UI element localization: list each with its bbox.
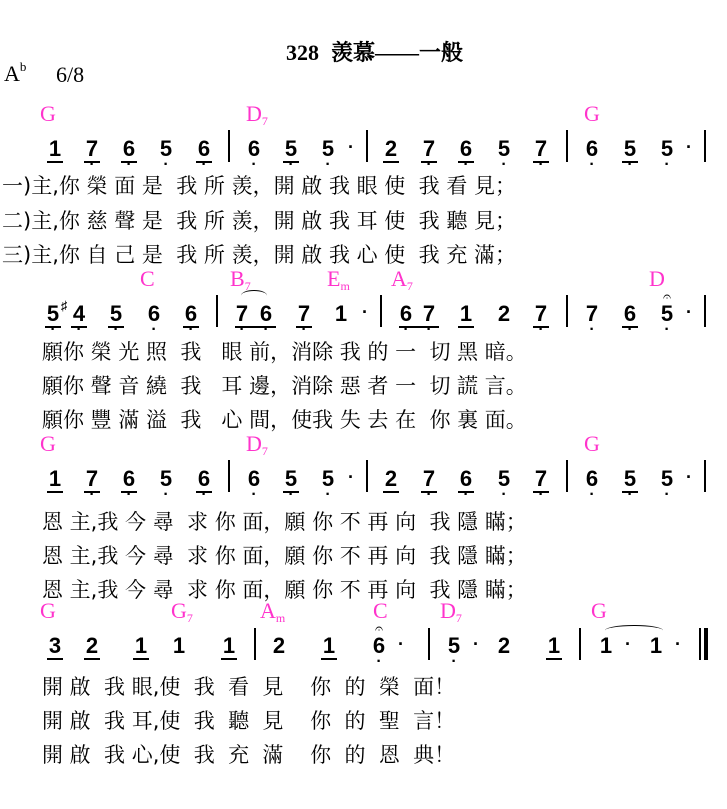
note: 2 (381, 467, 401, 491)
barline (228, 130, 230, 162)
barline (579, 628, 581, 660)
note: · 5 (620, 467, 640, 491)
note: 1 (45, 467, 65, 491)
note: 1 (319, 634, 339, 658)
note: · 𝄐 5 (657, 302, 677, 326)
augmentation-dot: · (625, 634, 631, 654)
note: · 6 (194, 467, 214, 491)
hymn-name: 羡慕——一般 (331, 40, 464, 65)
lyric-verse-1: 願你 榮 光 照 我 眼 前，消除 我 的 一 切 黑 暗。 (42, 340, 527, 364)
chord: G (584, 431, 600, 456)
note: · 6 (582, 137, 602, 161)
barline (428, 628, 430, 660)
chord: $B_7$ (230, 266, 251, 293)
note: 1 (599, 633, 613, 658)
lyric-verse-2: 恩 主,我 今 尋 求 你 面，願 你 不 再 向 我 隱 瞞； (42, 544, 527, 568)
note: · 5 (657, 137, 677, 161)
note: 1 (544, 634, 564, 658)
note: · 7 (232, 302, 252, 326)
barline (566, 295, 568, 327)
chord: G (40, 431, 56, 456)
chord: $D_7$ (440, 598, 462, 625)
chord: C (140, 266, 155, 291)
note: 1 (131, 634, 151, 658)
chord: $A_m$ (260, 598, 286, 625)
note: 2 (82, 634, 102, 658)
sharp-icon: · ♯ (61, 298, 68, 313)
lyric-verse-2: 二)主,你 慈 聲 是 我 所 羡，開 啟 我 耳 使 我 聽 見； (2, 209, 516, 233)
lyric-verse-3: 開 啟 我 心,使 我 充 滿 你 的 恩 典！ (42, 743, 456, 767)
augmentation-dot: · (348, 467, 354, 487)
augmentation-dot: · (675, 634, 681, 654)
barline (366, 130, 368, 162)
fermata-icon: · 𝄐 (375, 620, 383, 636)
chord: $G_7$ (171, 598, 193, 625)
note: · 5 (106, 302, 126, 326)
note: · 𝄐 6 (369, 634, 389, 658)
fermata-icon: · 𝄐 (663, 288, 671, 304)
note: · 6 (620, 302, 640, 326)
note: · 5 (620, 137, 640, 161)
augmentation-dot: · (686, 137, 692, 157)
key-signature (4, 61, 26, 87)
note: 1 (172, 633, 186, 658)
lyric-verse-1: 一)主,你 榮 面 是 我 所 羡，開 啟 我 眼 使 我 看 見； (2, 174, 516, 198)
note: · 5 (281, 467, 301, 491)
barline (704, 295, 706, 327)
chord: $E_m$ (327, 266, 350, 293)
note: · 6 (456, 467, 476, 491)
key-accidental: b (19, 59, 27, 74)
hymn-number: 328 (286, 40, 319, 65)
note: · 7 (419, 137, 439, 161)
note: · 5 (444, 634, 464, 658)
note: · 5 (657, 467, 677, 491)
chord: $D_7$ (246, 431, 268, 458)
note: · 6 (119, 467, 139, 491)
note: · 5 (156, 467, 176, 491)
note: 3 (45, 634, 65, 658)
final-barline-thin (699, 628, 701, 660)
lyric-verse-3: 三)主,你 自 己 是 我 所 羡，開 啟 我 心 使 我 充 滿； (2, 243, 516, 267)
barline (228, 460, 230, 492)
note: · 5 (281, 137, 301, 161)
note: 2 (381, 137, 401, 161)
augmentation-dot: · (686, 302, 692, 322)
augmentation-dot: · (686, 467, 692, 487)
note: · 6 (244, 467, 264, 491)
barline (704, 460, 706, 492)
note: · 6 (456, 137, 476, 161)
note: · 6 (582, 467, 602, 491)
note: · 5 (156, 137, 176, 161)
note: · ♯ 4 (69, 302, 89, 326)
hymn-title (286, 36, 463, 67)
augmentation-dot: · (348, 137, 354, 157)
chord: C (373, 598, 388, 623)
note: · 6 (144, 302, 164, 326)
lyric-verse-3: 願你 豐 滿 溢 我 心 間，使我 失 去 在 你 裏 面。 (42, 408, 527, 432)
chord: G (584, 101, 600, 126)
barline (366, 460, 368, 492)
note: 2 (497, 301, 511, 326)
note: · 7 (82, 137, 102, 161)
chord: $D_7$ (246, 101, 268, 128)
lyric-verse-2: 願你 聲 音 繞 我 耳 邊，消除 惡 者 一 切 謊 言。 (42, 374, 527, 398)
chord: $A_7$ (391, 266, 413, 293)
note: · 7 (419, 302, 439, 326)
chord: G (40, 598, 56, 623)
note: · 5 (43, 302, 63, 326)
note: 2 (497, 633, 511, 658)
time-signature: 6/8 (56, 62, 85, 87)
chord: D (649, 266, 665, 291)
chord: G (40, 101, 56, 126)
lyric-verse-1: 恩 主,我 今 尋 求 你 面，願 你 不 再 向 我 隱 瞞； (42, 510, 527, 534)
note: · 6 (194, 137, 214, 161)
augmentation-dot: · (362, 302, 368, 322)
lyric-verse-1: 開 啟 我 眼,使 我 看 見 你 的 榮 面！ (42, 675, 456, 699)
note: · 7 (531, 467, 551, 491)
note: 1 (334, 301, 348, 326)
note: 1 (456, 302, 476, 326)
note: · 6 (181, 302, 201, 326)
note: · 7 (419, 467, 439, 491)
note: · 7 (582, 302, 602, 326)
note: · 6 (396, 302, 416, 326)
note: 1 (45, 137, 65, 161)
note: · 7 (82, 467, 102, 491)
note: · 5 (494, 467, 514, 491)
note: 1 (219, 634, 239, 658)
barline (216, 295, 218, 327)
barline (566, 460, 568, 492)
note: 2 (272, 633, 286, 658)
final-barline-thick (704, 628, 708, 660)
slur (241, 290, 267, 301)
note: · 6 (244, 137, 264, 161)
barline (254, 628, 256, 660)
barline (704, 130, 706, 162)
note: · 5 (318, 137, 338, 161)
barline (380, 295, 382, 327)
note: · 5 (318, 467, 338, 491)
augmentation-dot: · (473, 634, 479, 654)
note: 1 (649, 633, 663, 658)
augmentation-dot: · (398, 634, 404, 654)
lyric-verse-3: 恩 主,我 今 尋 求 你 面，願 你 不 再 向 我 隱 瞞； (42, 578, 527, 602)
note: · 7 (294, 302, 314, 326)
note: · 6 (256, 302, 276, 326)
beam (399, 326, 439, 328)
barline (566, 130, 568, 162)
lyric-verse-2: 開 啟 我 耳,使 我 聽 見 你 的 聖 言！ (42, 709, 456, 733)
note: · 7 (531, 302, 551, 326)
note: · 6 (119, 137, 139, 161)
chord: G (591, 598, 607, 623)
key-letter: A (4, 61, 20, 86)
note: · 7 (531, 137, 551, 161)
beam (235, 326, 276, 328)
note: · 5 (494, 137, 514, 161)
